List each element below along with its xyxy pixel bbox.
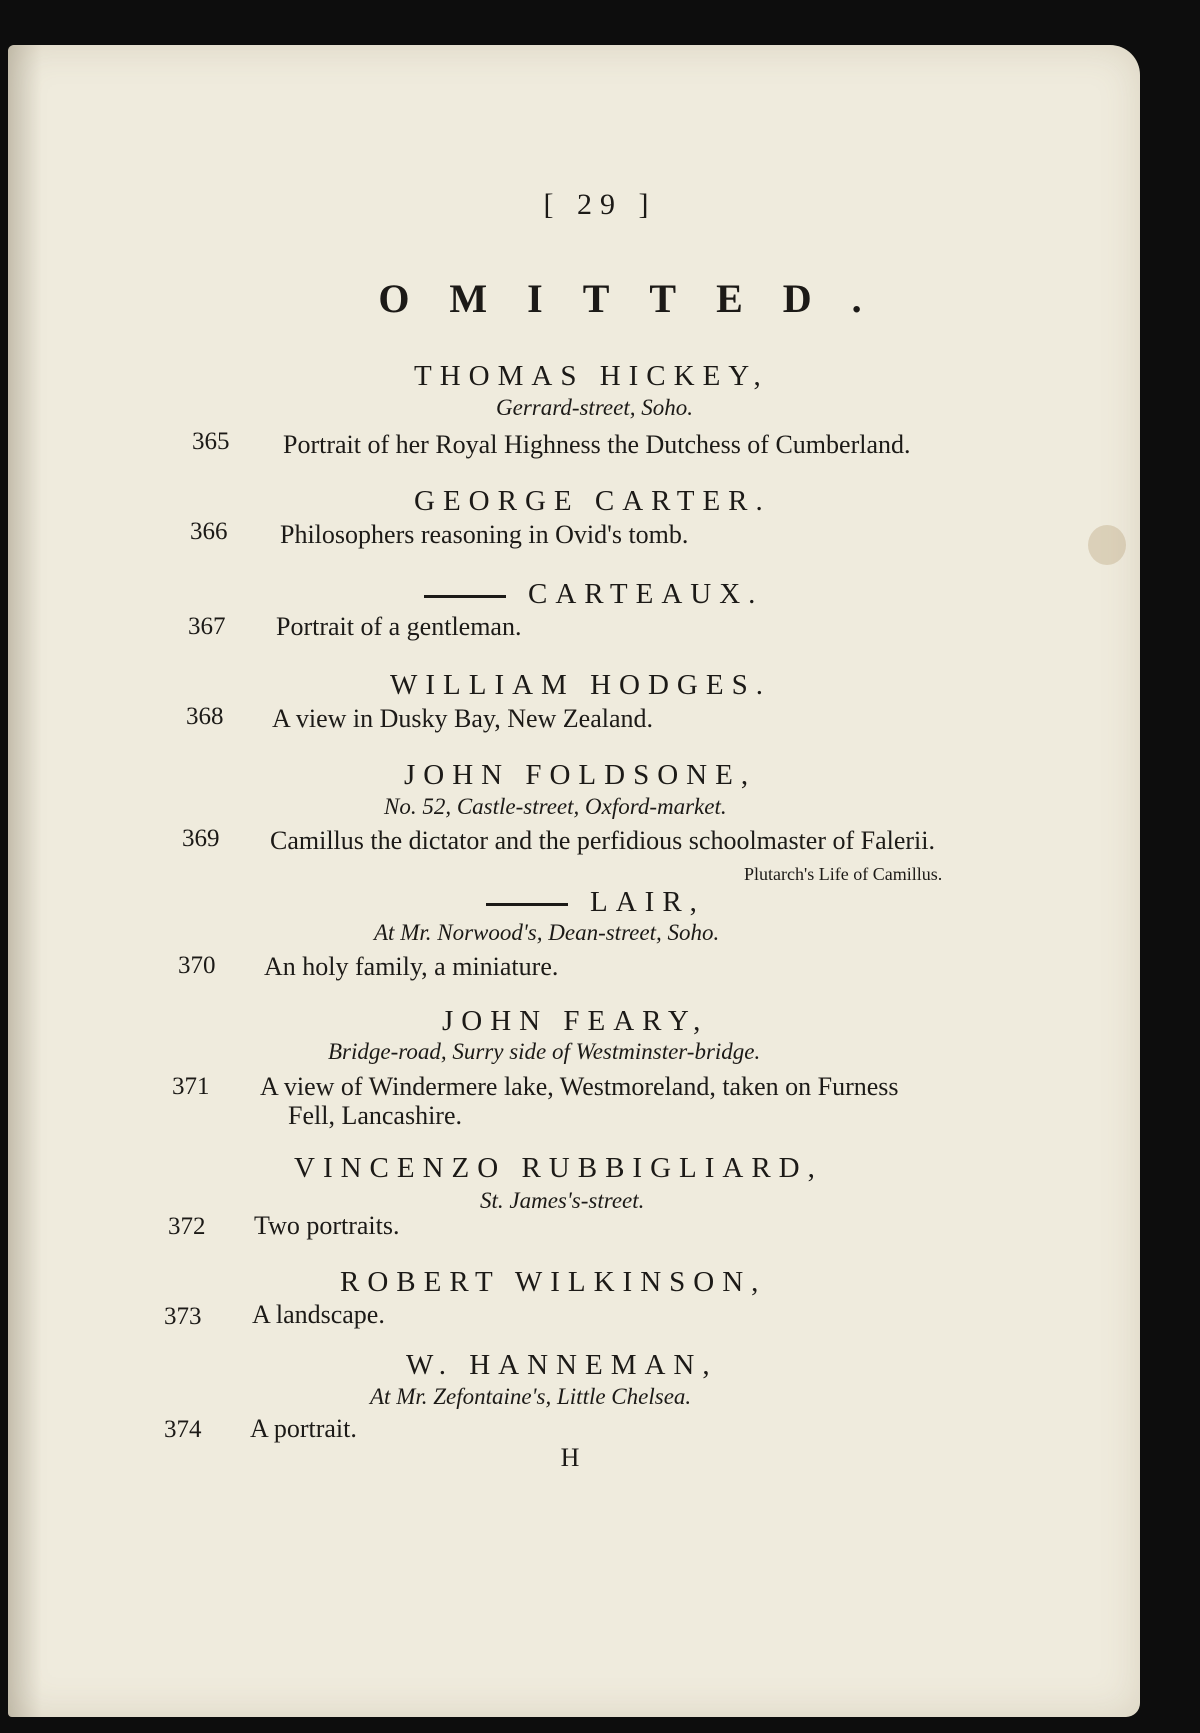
artist-name: JOHN FEARY, [442,1005,709,1037]
artist-name: LAIR, [590,886,705,918]
artist-name-row [486,886,705,919]
artist-name: JOHN FOLDSONE, [404,759,757,791]
catchword: H [560,1443,580,1472]
catalogue-number: 370 [178,952,216,979]
artwork-title: Philosophers reasoning in Ovid's tomb. [280,520,689,549]
artist-name: WILLIAM HODGES. [390,669,771,701]
page-heading: OMITTED. [378,276,902,321]
artwork-title: Portrait of her Royal Highness the Dutchess of Cumberland. [283,430,911,459]
catalogue-number: 371 [172,1073,210,1100]
catalogue-number: 374 [164,1416,202,1443]
artwork-title-continued: Fell, Lancashire. [288,1101,462,1130]
artwork-title: A view in Dusky Bay, New Zealand. [272,704,654,733]
paper-stain [1088,525,1126,565]
catalogue-number: 369 [182,825,220,852]
artwork-title: An holy family, a miniature. [264,952,559,981]
artwork-title: A portrait. [250,1414,357,1443]
ditto-dash [486,903,568,906]
artist-address: No. 52, Castle-street, Oxford-market. [384,794,727,819]
catalogue-number: 366 [190,518,228,545]
artist-name: ROBERT WILKINSON, [340,1266,767,1298]
artist-name: VINCENZO RUBBIGLIARD, [294,1152,823,1184]
artist-name: GEORGE CARTER. [414,485,771,517]
artist-name: W. HANNEMAN, [406,1349,718,1381]
ditto-dash [424,595,506,598]
artwork-title: Two portraits. [254,1211,400,1240]
artist-name: THOMAS HICKEY, [414,360,769,392]
catalogue-number: 372 [168,1213,206,1240]
artwork-title: A view of Windermere lake, Westmoreland, taken on Furness [260,1072,899,1101]
artist-address: At Mr. Norwood's, Dean-street, Soho. [374,920,720,945]
artist-name-row [424,578,763,611]
artwork-title: A landscape. [252,1300,385,1329]
artist-address: Bridge-road, Surry side of Westminster-bridge. [328,1039,761,1064]
page-folio: [ 29 ] [543,188,657,221]
catalogue-number: 368 [186,703,224,730]
artist-address: At Mr. Zefontaine's, Little Chelsea. [370,1384,692,1409]
catalogue-number: 367 [188,613,226,640]
artist-name: CARTEAUX. [528,578,764,610]
artist-address: Gerrard-street, Soho. [496,395,693,420]
artwork-title: Portrait of a gentleman. [276,612,522,641]
catalogue-number: 365 [192,428,230,455]
artwork-title: Camillus the dictator and the perfidious schoolmaster of Falerii. [270,826,936,855]
artist-address: St. James's-street. [480,1188,645,1213]
source-note: Plutarch's Life of Camillus. [744,864,943,884]
catalogue-number: 373 [164,1303,202,1330]
